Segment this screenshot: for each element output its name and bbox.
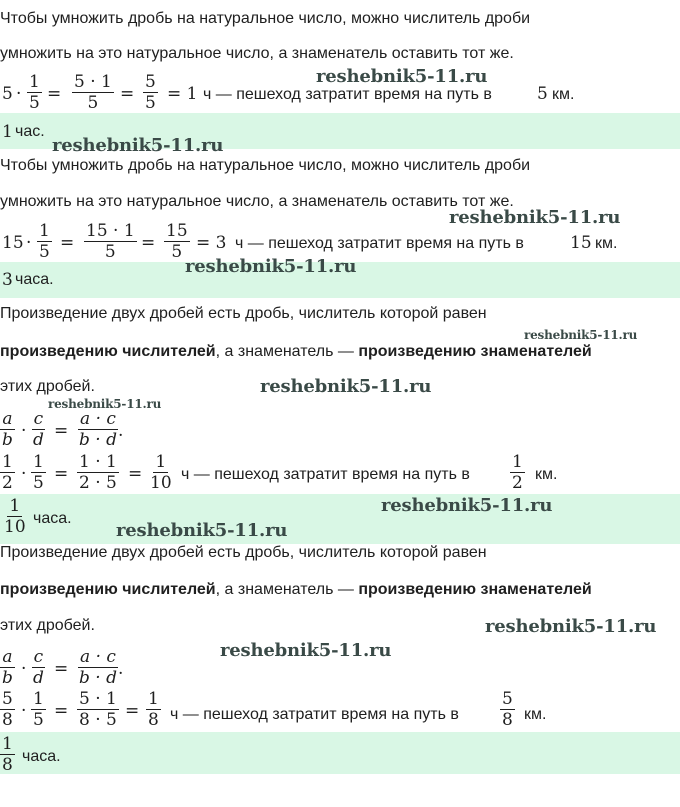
watermark: reshebnik5-11.ru: [260, 376, 432, 397]
answer-unit: часа.: [33, 510, 72, 527]
watermark: reshebnik5-11.ru: [52, 135, 224, 156]
answer-value: 1: [2, 122, 13, 142]
fraction: $\frac{1}{10}$: [150, 452, 172, 493]
result: = 3: [196, 233, 227, 253]
answer-fraction: $\frac{1}{10}$: [4, 496, 26, 537]
fraction: $\frac{1}{5}$: [29, 72, 40, 113]
bold-term: произведению знаменателей: [358, 343, 592, 360]
rule-line-2: произведению числителей, а знаменатель — произведению знаменателей: [0, 581, 592, 598]
distance: 15: [570, 233, 592, 253]
result: = 1: [167, 84, 198, 104]
fraction: $\frac{15 \cdot 1}{5}$: [86, 221, 135, 262]
fraction: $\frac{1}{5}$: [33, 689, 44, 730]
result-text: ч — пешеход затратит время на путь в: [203, 86, 492, 103]
answer-fraction: $\frac{1}{8}$: [2, 734, 13, 775]
rule-line-3: этих дробей.: [0, 378, 95, 395]
fraction: $\frac{1 \cdot 1}{2 \cdot 5}$: [79, 452, 117, 493]
answer-value: 3: [2, 270, 13, 290]
fraction: $\frac{1}{5}$: [33, 452, 44, 493]
bold-term: произведению числителей: [0, 581, 216, 598]
watermark: reshebnik5-11.ru: [381, 495, 553, 516]
answer-unit: часа.: [15, 271, 54, 288]
result-text: ч — пешеход затратит время на путь в: [170, 706, 459, 723]
fraction: $\frac{1}{2}$: [2, 452, 13, 493]
answer-unit: час.: [15, 123, 45, 140]
rule-line-3: этих дробей.: [0, 617, 95, 634]
distance-fraction: $\frac{5}{8}$: [502, 689, 513, 730]
fraction: $\frac{5 \cdot 1}{8 \cdot 5}$: [79, 689, 117, 730]
bold-term: произведению числителей: [0, 343, 216, 360]
watermark: reshebnik5-11.ru: [185, 256, 357, 277]
rule-line-1: Чтобы умножить дробь на натуральное число, можно числитель дроби: [0, 157, 531, 174]
distance-fraction: $\frac{1}{2}$: [512, 452, 523, 493]
result-text: ч — пешеход затратит время на путь в: [181, 466, 470, 483]
fraction: $\frac{1}{5}$: [39, 221, 50, 262]
watermark: reshebnik5-11.ru: [485, 616, 657, 637]
answer-band-3: [0, 494, 680, 544]
watermark: reshebnik5-11.ru: [116, 520, 288, 541]
watermark: reshebnik5-11.ru: [316, 66, 488, 87]
whole-number: 5: [2, 84, 13, 104]
rule-line-2: умножить на это натуральное число, а знаменатель оставить тот же.: [0, 45, 514, 62]
result-text: ч — пешеход затратит время на путь в: [235, 235, 524, 252]
rule-line-1: Произведение двух дробей есть дробь, числитель которой равен: [0, 544, 487, 561]
fraction: $\frac{15}{5}$: [166, 221, 188, 262]
watermark: reshebnik5-11.ru: [449, 207, 621, 228]
answer-unit: часа.: [22, 748, 61, 765]
rule-line-1: Произведение двух дробей есть дробь, числитель которой равен: [0, 305, 487, 322]
whole-number: 15: [2, 233, 24, 253]
answer-band-4: [0, 732, 680, 774]
distance: 5: [537, 84, 548, 104]
watermark: reshebnik5-11.ru: [48, 397, 162, 411]
fraction: $\frac{5 \cdot 1}{5}$: [74, 72, 112, 113]
fraction: $\frac{5}{8}$: [2, 689, 13, 730]
fraction: $\frac{1}{8}$: [148, 689, 159, 730]
watermark: reshebnik5-11.ru: [220, 640, 392, 661]
rule-line-1: Чтобы умножить дробь на натуральное число, можно числитель дроби: [0, 10, 531, 27]
rule-line-2: умножить на это натуральное число, а знаменатель оставить тот же.: [0, 193, 514, 210]
rule-line-2: произведению числителей, а знаменатель — произведению знаменателей: [0, 343, 592, 360]
fraction: $\frac{5}{5}$: [145, 72, 156, 113]
watermark: reshebnik5-11.ru: [524, 328, 638, 342]
bold-term: произведению знаменателей: [358, 581, 592, 598]
